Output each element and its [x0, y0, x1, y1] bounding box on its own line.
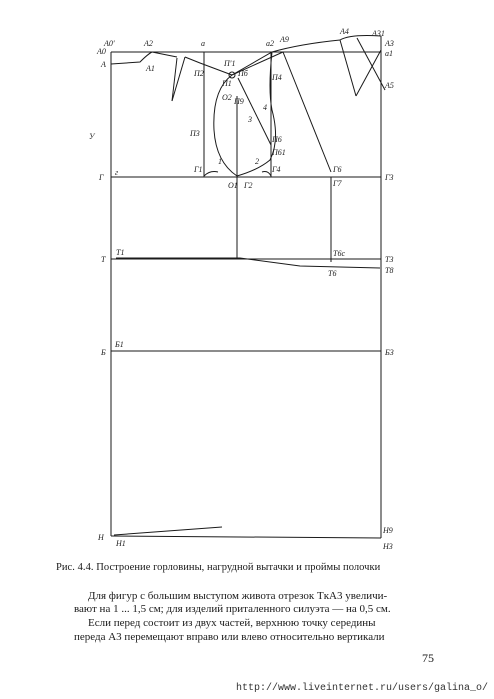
label-T3: Т3 [385, 255, 394, 264]
arc-2 [262, 172, 271, 177]
label-A2: A2 [144, 39, 153, 48]
footer-url[interactable]: http://www.liveinternet.ru/users/galina_o/ [236, 683, 489, 694]
label-a1: a1 [385, 49, 393, 58]
hem-line [114, 527, 222, 535]
label-n1: 1 [218, 157, 222, 166]
label-O1: O1 [228, 181, 238, 190]
label-H9: Н9 [383, 526, 393, 535]
label-G4: Г4 [272, 165, 281, 174]
bottom-line [111, 536, 381, 538]
label-T8: Т8 [385, 266, 394, 275]
label-a: a [201, 39, 205, 48]
label-A0: A0 [97, 47, 106, 56]
figure-caption: Рис. 4.4. Построение горловины, нагрудной вытачки и проймы полочки [56, 562, 381, 573]
label-n2: 2 [255, 157, 259, 166]
label-P1: П1 [222, 79, 232, 88]
label-A0p: A0′ [104, 39, 115, 48]
label-P3: П3 [190, 129, 200, 138]
shoulder-right [232, 40, 340, 75]
label-A4: A4 [340, 27, 349, 36]
label-P2: П2 [194, 69, 204, 78]
label-O2: O2 [222, 93, 232, 102]
label-G: Г [99, 173, 104, 182]
label-P1p: П′1 [224, 59, 236, 68]
label-n4: 4 [263, 103, 267, 112]
page-number: 75 [422, 651, 434, 665]
label-H: Н [98, 533, 104, 542]
label-B1: Б1 [115, 340, 124, 349]
paragraph-2-line-2: переда A3 перемещают вправо или влево относительно вертикали [74, 631, 385, 643]
arc-1 [204, 172, 218, 177]
label-G1: Г1 [194, 165, 203, 174]
label-P9: П9 [234, 97, 244, 106]
label-A: A [101, 60, 106, 69]
paragraph-2-line-1: Если перед состоит из двух частей, верхнюю точку середины [88, 617, 376, 629]
label-H1: Н1 [116, 539, 126, 548]
label-g: г [115, 168, 119, 177]
label-A1: A1 [146, 64, 155, 73]
right-dart-left [340, 40, 356, 96]
label-G6: Г6 [333, 165, 342, 174]
label-A9: A9 [280, 35, 289, 44]
figure-labels [89, 27, 394, 551]
label-Pb: Пб [238, 69, 248, 78]
label-n3: 3 [248, 115, 252, 124]
paragraph-1-line-2: вают на 1 ... 1,5 см; для изделий приталенного силуэта — на 0,5 см. [74, 603, 391, 615]
paragraph-1-line-1: Для фигур с большим выступом живота отрезок TкA3 увеличи- [88, 590, 388, 602]
label-a2: a2 [266, 39, 274, 48]
shoulder-left [152, 52, 177, 57]
label-T6c: Т6с [333, 249, 345, 258]
dart-left-2 [172, 57, 185, 101]
label-P61: П61 [272, 148, 286, 157]
label-A31: A31 [372, 29, 385, 38]
label-A3: A3 [385, 39, 394, 48]
label-G2: Г2 [244, 181, 253, 190]
label-T6: Т6 [328, 269, 337, 278]
dart-left-1 [172, 58, 177, 101]
right-dart-right [356, 50, 381, 96]
label-P6: П6 [272, 135, 282, 144]
neckline-left [111, 52, 152, 64]
label-B: Б [101, 348, 106, 357]
label-H3: Н3 [383, 542, 393, 551]
label-G3: Г3 [385, 173, 394, 182]
label-A5: A5 [385, 81, 394, 90]
label-Y: У [89, 132, 95, 141]
label-T1: Т1 [116, 248, 125, 257]
side-seam-line [283, 52, 331, 172]
label-T: Т [101, 255, 106, 264]
label-P4: П4 [272, 73, 282, 82]
label-G7: Г7 [333, 179, 342, 188]
label-B3: Б3 [385, 348, 394, 357]
